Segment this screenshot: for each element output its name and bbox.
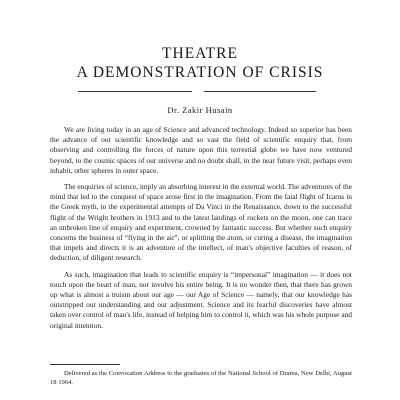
title-line-1: THEATRE bbox=[162, 45, 238, 62]
paragraph-2: The enquiries of science, imply an absorbing interest in the external world. The adventures of the mind that led to the conquest of space arose first in the imagination. From the fatal flight of Icarus in the Greek myth, to the experimental attempts of Da Vinci in the Renaissance, down to the successful flight of the Wright brothers in 1913 and to the latest landings of rockets on the moon, one can trace an unbroken line of enquiry and experiment, crowned by fantastic success. But whether such enquiry concerns the business of “flying in the air”, or splitting the atom, or curing a disease, the imagination that impels and directs it is an adventure of the intellect, of man's objective faculties of reason, of deduction, of diligent research. bbox=[50, 182, 352, 263]
footnote-rule bbox=[50, 364, 120, 365]
author-line: Dr. Zakir Husain bbox=[167, 105, 233, 115]
footnote: Delivered as the Convocation Address to the graduates of the National School of Drama, New Delhi, August 18 1964. bbox=[50, 370, 352, 386]
paragraph-1: We are living today in an age of Science and advanced technology. Indeed so superior has been the advance of our scientific knowledge and so vast the field of scientific enquiry that, from observing and controlling the forces of nature upon this terrestial globe we have now ventured beyond, to the cosmic spaces of our universe and no doubt shall, in the near future visit, perhaps even inhabit, other spheres in outer space. bbox=[50, 125, 352, 175]
title-rule-left bbox=[78, 91, 192, 92]
body-text bbox=[50, 125, 352, 337]
title-line-2: A DEMONSTRATION OF CRISIS bbox=[76, 64, 324, 81]
paragraph-3: As such, imagination that leads to scientific enquiry is “impersonal” imagination — it does not touch upon the heart of man, nor involve his entire being. It is no wonder then, that there has grown up what is almost a truism about our age — our Age of Science — namely, that our knowledge has outstripped our understanding and our adjustment. Science and its fearful discoveries have almost taken over control of man's life, instead of helping him to control it, which was his whole purpose and original intention. bbox=[50, 269, 352, 330]
title-rule-right bbox=[204, 91, 316, 92]
